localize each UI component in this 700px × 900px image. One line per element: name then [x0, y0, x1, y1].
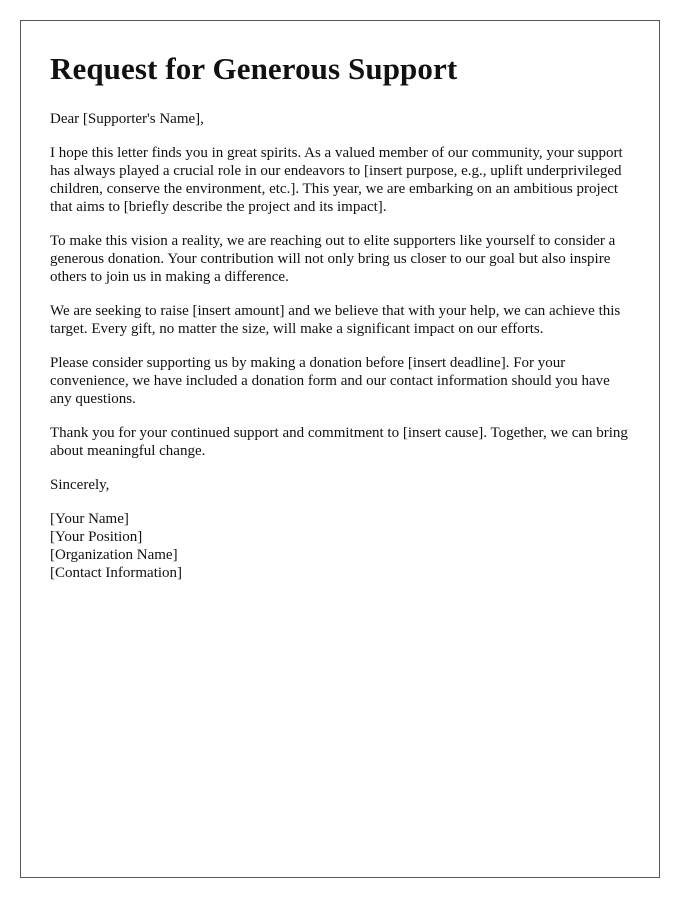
signature-position: [Your Position]	[50, 529, 143, 545]
signature-organization: [Organization Name]	[50, 547, 178, 563]
signature-contact: [Contact Information]	[50, 565, 183, 581]
signature-name: [Your Name]	[50, 511, 129, 527]
salutation: Dear [Supporter's Name],	[50, 111, 204, 127]
letter-content	[50, 49, 635, 582]
signature-block	[50, 510, 635, 582]
body-paragraph-4: Please consider supporting us by making a donation before [insert deadline]. For your convenience, we have included a donation form and our contact information should you have any questions.	[50, 355, 610, 407]
closing: Sincerely,	[50, 477, 110, 493]
body-paragraph-2: To make this vision a reality, we are reaching out to elite supporters like yourself to consider a generous donation. Your contribution will not only bring us closer to our goal but also inspire others to join us in making a difference.	[50, 233, 616, 285]
letter-page	[20, 20, 660, 878]
body-paragraph-3: We are seeking to raise [insert amount] and we believe that with your help, we can achieve this target. Every gift, no matter the size, will make a significant impact on our efforts.	[50, 303, 621, 337]
body-paragraph-1: I hope this letter finds you in great spirits. As a valued member of our community, your support has always played a crucial role in our endeavors to [insert purpose, e.g., uplift underprivileged children, conserve the environment, etc.]. This year, we are embarking on an ambitious project that aims to [briefly describe the project and its impact].	[50, 145, 623, 215]
body-paragraph-5: Thank you for your continued support and commitment to [insert cause]. Together, we can bring about meaningful change.	[50, 425, 628, 459]
letter-title: Request for Generous Support	[50, 51, 458, 86]
